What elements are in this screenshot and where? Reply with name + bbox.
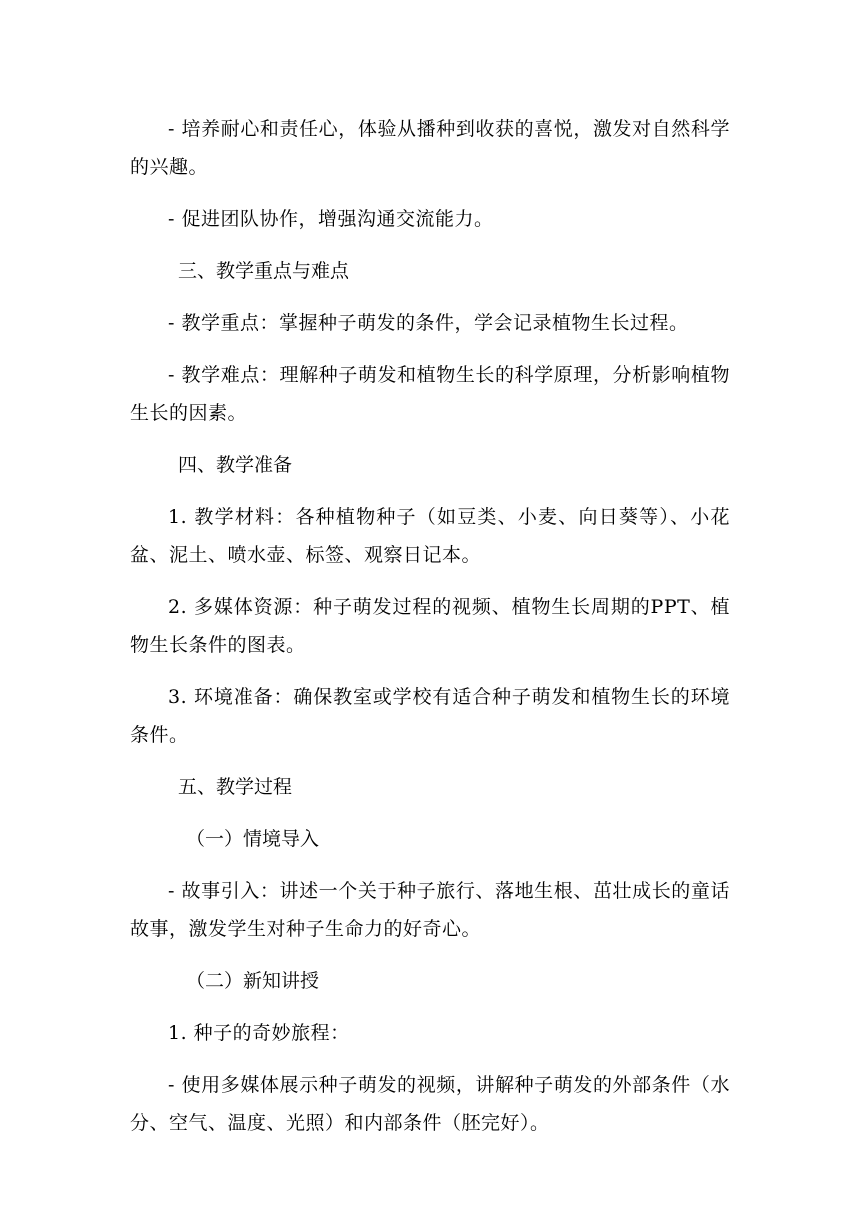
paragraph-seed-journey: 1. 种子的奇妙旅程： [168,1022,350,1044]
section-heading-key-points: 三、教学重点与难点 [178,260,350,282]
section-heading-process: 五、教学过程 [178,776,293,798]
paragraph-key-point: - 教学重点：掌握种子萌发的条件，学会记录植物生长过程。 [168,312,689,334]
paragraph-materials: 1. 教学材料：各种植物种子（如豆类、小麦、向日葵等）、小花盆、泥土、喷水壶、标签、观察日记本。 [130,506,730,566]
paragraph-difficult-point: - 教学难点：理解种子萌发和植物生长的科学原理，分析影响植物生长的因素。 [130,364,730,424]
subsection-heading-intro: （一）情境导入 [186,828,320,850]
document-body [130,110,730,1156]
subsection-heading-new-knowledge: （二）新知讲授 [186,970,320,992]
paragraph-story-intro: - 故事引入：讲述一个关于种子旅行、落地生根、茁壮成长的童话故事，激发学生对种子生命力的好奇心。 [130,880,730,940]
paragraph-multimedia-video: - 使用多媒体展示种子萌发的视频，讲解种子萌发的外部条件（水分、空气、温度、光照）和内部条件（胚完好）。 [130,1074,730,1134]
paragraph-goal-teamwork: - 促进团队协作，增强沟通交流能力。 [168,208,494,230]
paragraph-environment: 3. 环境准备：确保教室或学校有适合种子萌发和植物生长的环境条件。 [130,686,730,746]
paragraph-multimedia: 2. 多媒体资源：种子萌发过程的视频、植物生长周期的PPT、植物生长条件的图表。 [130,596,730,656]
paragraph-goal-patience: - 培养耐心和责任心，体验从播种到收获的喜悦，激发对自然科学的兴趣。 [130,118,730,178]
section-heading-preparation: 四、教学准备 [178,454,293,476]
